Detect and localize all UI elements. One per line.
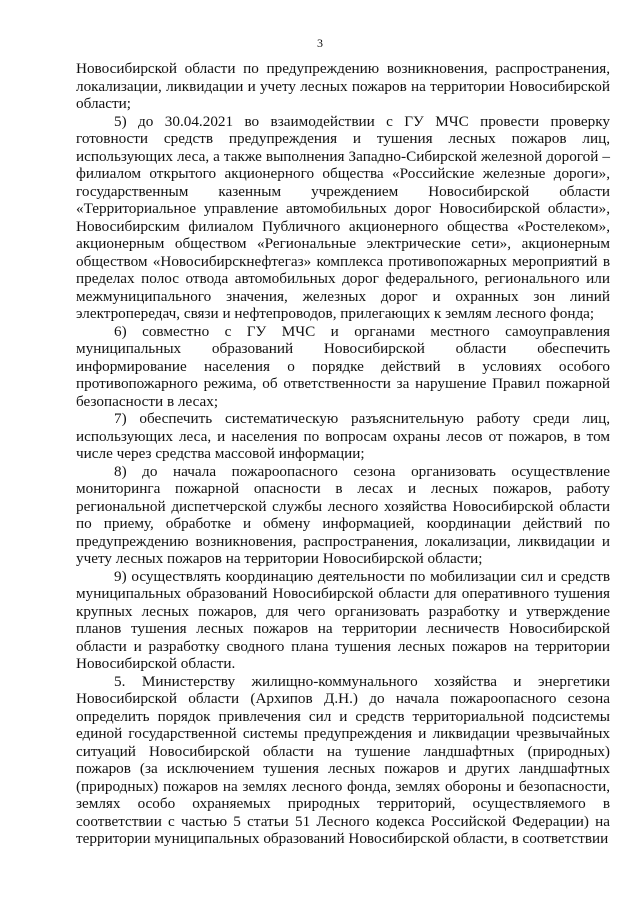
paragraph-item-9: 9) осуществлять координацию деятельности по мобилизации сил и средств муниципальных образований Новосибирской области для оперативного тушения крупных лесных пожаров, для чего организовать разработку и утверждение планов тушения лесных пожаров на территории лесничеств Новосибирской области и разработку сводного плана тушения лесных пожаров на территории Новосибирской области. [76, 567, 610, 672]
document-body [76, 60, 610, 848]
paragraph-item-5: 5) до 30.04.2021 во взаимодействии с ГУ МЧС провести проверку готовности средств предупреждения и тушения лесных пожаров лиц, использующих леса, а также выполнения Западно-Сибирской железной дорогой – филиалом открытого акционерного общества «Российские железные дороги», государственным казенным учреждением Новосибирской области «Территориальное управление автомобильных дорог Новосибирской области», Новосибирским филиалом Публичного акционерного общества «Ростелеком», акционерным обществом «Региональные электрические сети», акционерным обществом «Новосибирскнефтегаз» комплекса противопожарных мероприятий в пределах полос отвода автомобильных дорог федерального, регионального или межмуниципального значения, железных дорог и охранных зон линий электропередач, связи и нефтепроводов, прилегающих к землям лесного фонда; [76, 112, 610, 322]
paragraph-item-6: 6) совместно с ГУ МЧС и органами местного самоуправления муниципальных образований Новосибирской области обеспечить информирование населения о порядке действий в условиях особого противопожарного режима, об ответственности за нарушение Правил пожарной безопасности в лесах; [76, 322, 610, 410]
paragraph-section-5: 5. Министерству жилищно-коммунального хозяйства и энергетики Новосибирской области (Архипов Д.Н.) до начала пожароопасного сезона определить порядок привлечения сил и средств территориальной подсистемы единой государственной системы предупреждения и ликвидации чрезвычайных ситуаций Новосибирской области на тушение ландшафтных (природных) пожаров (за исключением тушения лесных пожаров и других ландшафтных (природных) пожаров на землях лесного фонда, землях обороны и безопасности, землях особо охраняемых природных территорий, осуществляемого в соответствии с частью 5 статьи 51 Лесного кодекса Российской Федерации) на территории муниципальных образований Новосибирской области, в соответствии [76, 672, 610, 847]
paragraph-item-8: 8) до начала пожароопасного сезона организовать осуществление мониторинга пожарной опасности в лесах и лесных пожаров, работу региональной диспетчерской службы лесного хозяйства Новосибирской области по приему, обработке и обмену информацией, координации действий по предупреждению возникновения, распространения, локализации, ликвидации и учету лесных пожаров на территории Новосибирской области; [76, 462, 610, 567]
paragraph-item-7: 7) обеспечить систематическую разъяснительную работу среди лиц, использующих леса, и населения по вопросам охраны лесов от пожаров, в том числе через средства массовой информации; [76, 410, 610, 462]
paragraph-continuation: Новосибирской области по предупреждению возникновения, распространения, локализации, ликвидации и учету лесных пожаров на территории Новосибирской области; [76, 60, 610, 112]
page-number: 3 [317, 36, 323, 50]
